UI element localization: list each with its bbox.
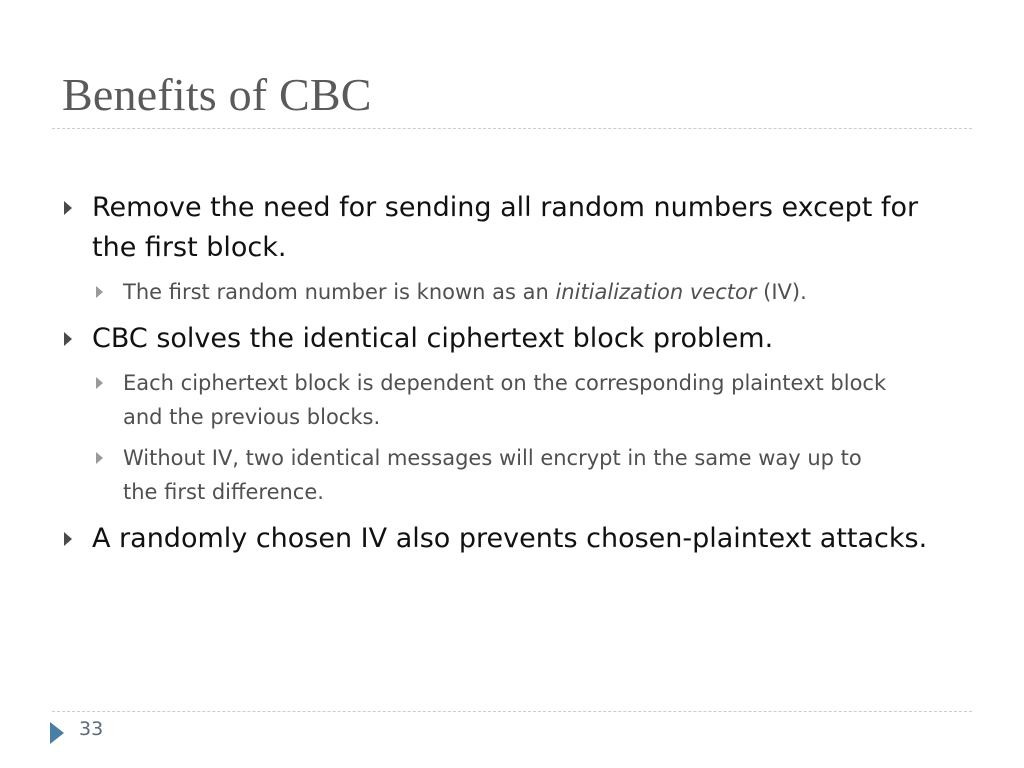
sub-bullet-arrow-icon xyxy=(96,377,103,389)
footer-divider xyxy=(52,711,972,712)
sub-bullet-text-plain: The first random number is known as an xyxy=(123,280,556,304)
title-divider xyxy=(52,128,972,129)
sub-bullet-line: Without IV, two identical messages will encrypt in the same way up to xyxy=(123,446,862,470)
bullet-arrow-icon xyxy=(64,201,72,215)
sub-bullet-text xyxy=(123,275,1003,309)
bullet-text: CBC solves the identical ciphertext block problem. xyxy=(92,323,774,354)
page-number: 33 xyxy=(79,718,104,740)
sub-bullet-text-emphasis: initialization vector xyxy=(555,280,757,304)
footer-arrow-icon xyxy=(50,722,64,744)
bullet-arrow-icon xyxy=(64,532,72,546)
bullet-line: the first block. xyxy=(92,232,287,263)
sub-bullet-line: the first difference. xyxy=(123,480,324,504)
bullet-text: A randomly chosen IV also prevents chosen-plaintext attacks. xyxy=(92,523,928,554)
slide-title: Benefits of CBC xyxy=(62,69,372,120)
bullet-line: Remove the need for sending all random numbers except for xyxy=(92,192,919,223)
sub-bullet-arrow-icon xyxy=(96,286,103,298)
bullet-text xyxy=(92,188,972,268)
bullet-arrow-icon xyxy=(64,332,72,346)
sub-bullet-text xyxy=(123,366,1003,434)
sub-bullet-text-plain: (IV). xyxy=(756,280,807,304)
sub-bullet-text xyxy=(123,441,1003,509)
sub-bullet-line: and the previous blocks. xyxy=(123,405,381,429)
sub-bullet-arrow-icon xyxy=(96,452,103,464)
sub-bullet-line: Each ciphertext block is dependent on the corresponding plaintext block xyxy=(123,371,887,395)
